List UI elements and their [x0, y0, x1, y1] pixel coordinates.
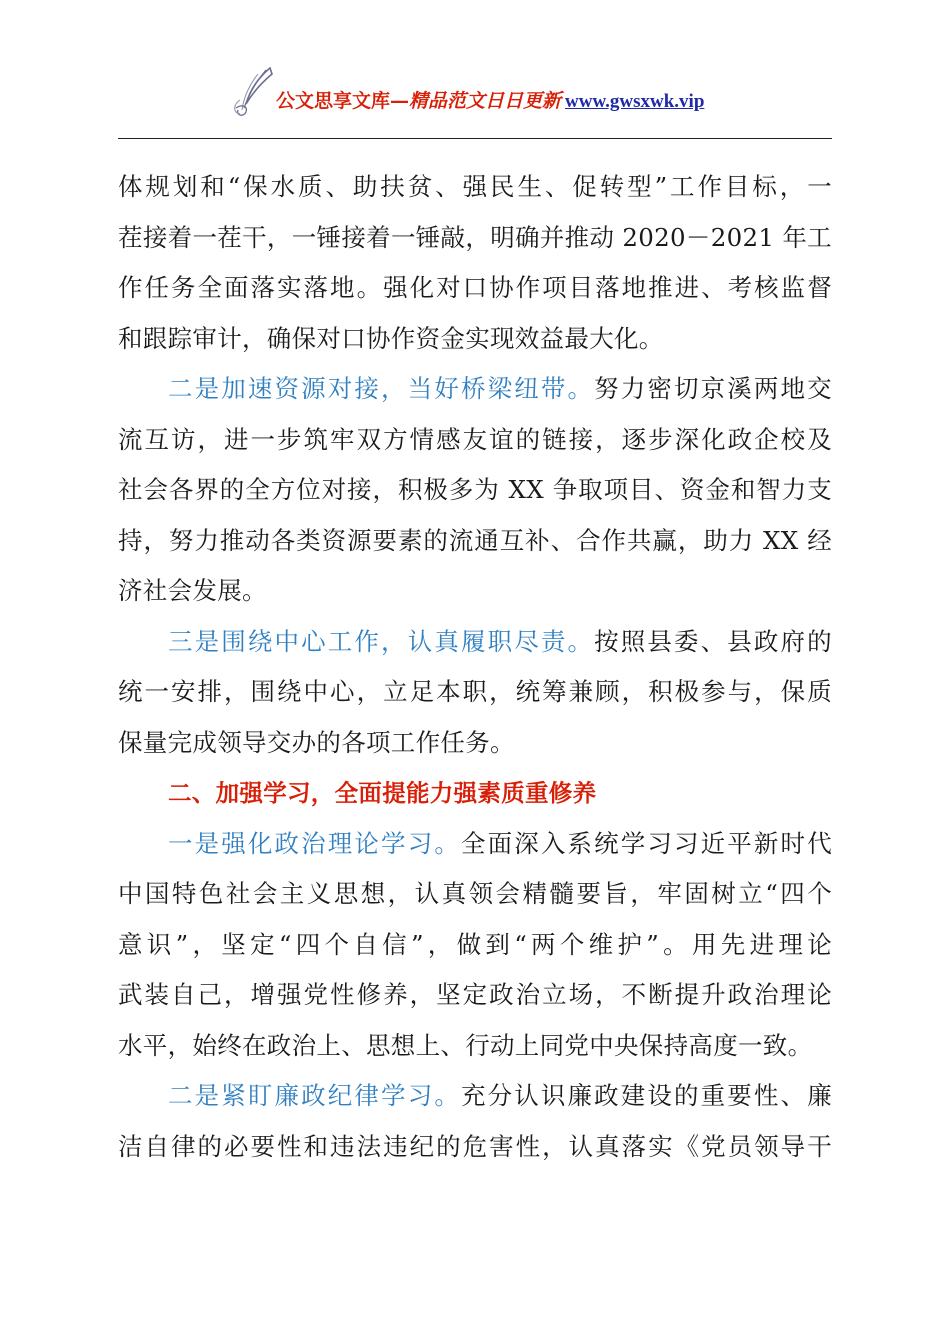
paragraph-line: 意识”，坚定“四个自信”，做到“两个维护”。用先进理论	[118, 929, 832, 959]
paragraph-line: 体规划和“保水质、助扶贫、强民生、促转型”工作目标，一	[118, 172, 832, 201]
paragraph-lead-phrase: 二是紧盯廉政纪律学习。	[168, 1081, 461, 1110]
paragraph-line: 作任务全面落实落地。强化对口协作项目落地推进、考核监督	[118, 273, 832, 302]
paragraph-text: 努力密切京溪两地交	[594, 374, 832, 403]
paragraph-first-line	[118, 364, 832, 415]
paragraph-line: 统一安排，围绕中心，立足本职，统筹兼顾，积极参与，保质	[118, 677, 832, 706]
document-body	[118, 162, 832, 1172]
paragraph-lead-phrase: 一是强化政治理论学习。	[168, 828, 461, 858]
paragraph-line: 洁自律的必要性和违法违纪的危害性，认真落实《党员领导干	[118, 1131, 832, 1161]
paragraph-text: 充分认识廉政建设的重要性、廉	[460, 1081, 832, 1110]
paragraph-lead-phrase: 三是围绕中心工作，认真履职尽责。	[168, 626, 595, 656]
paragraph-line: 社会各界的全方位对接，积极多为 XX 争取项目、资金和智力支	[118, 475, 832, 504]
header-title-line	[276, 88, 704, 115]
paragraph-first-line	[118, 1071, 832, 1122]
brand-name: 公文思享文库	[276, 90, 391, 112]
paragraph-line: 济社会发展。	[118, 576, 267, 605]
paragraph-line: 持，努力推动各类资源要素的流通互补、合作共赢，助力 XX 经	[118, 525, 832, 555]
section-heading: 二、加强学习，全面提能力强素质重修养	[168, 779, 597, 807]
paragraph-line: 中国特色社会主义思想，认真领会精髓要旨，牢固树立“四个	[118, 879, 832, 908]
paragraph-line: 保量完成领导交办的各项工作任务。	[118, 727, 515, 757]
paragraph-lead-phrase: 二是加速资源对接，当好桥梁纽带。	[168, 374, 595, 403]
paragraph-text: 按照县委、县政府的	[594, 626, 832, 656]
paragraph-text: 全面深入系统学习习近平新时代	[460, 828, 832, 858]
paragraph-line: 水平，始终在政治上、思想上、行动上同党中央保持高度一致。	[118, 1030, 813, 1060]
paragraph-line: 和跟踪审计，确保对口协作资金实现效益最大化。	[118, 323, 664, 353]
site-link[interactable]: www.gwsxwk.vip	[565, 91, 705, 112]
header-slogan: 精品范文日日更新	[409, 90, 562, 112]
paragraph-line: 茬接着一茬干，一锤接着一锤敲，明确并推动 2020－2021 年工	[118, 222, 832, 252]
paragraph-line: 武装自己，增强党性修养，坚定政治立场，不断提升政治理论	[118, 980, 832, 1009]
paragraph-first-line	[118, 819, 832, 870]
page-header	[118, 62, 832, 139]
header-separator: —	[390, 90, 410, 112]
paragraph-line: 流互访，进一步筑牢双方情感友谊的链接，逐步深化政企校及	[118, 424, 832, 454]
paragraph-first-line	[118, 617, 832, 668]
